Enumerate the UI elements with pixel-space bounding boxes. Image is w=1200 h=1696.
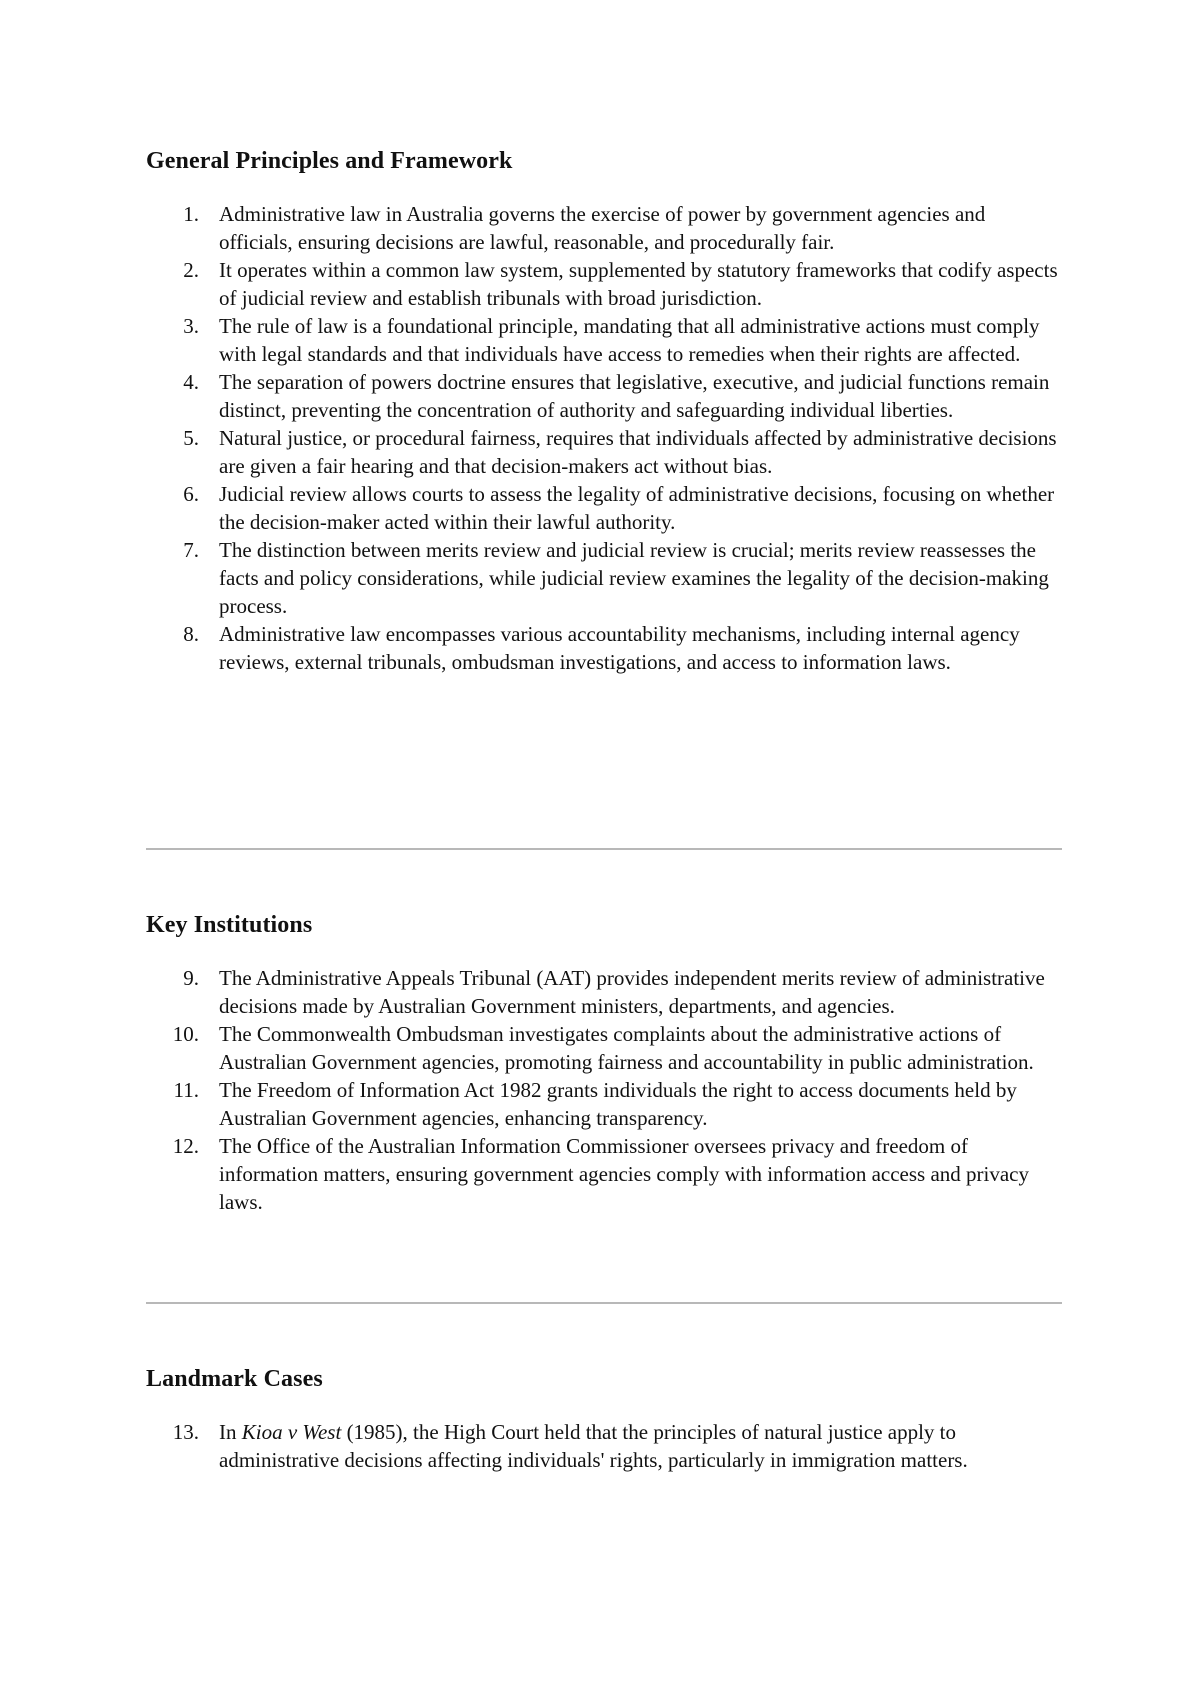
item-text-before: In <box>219 1420 242 1444</box>
item-text: The Commonwealth Ombudsman investigates complaints about the administrative actions of Australian Government agencies, promoting fairness and accountability in public administration. <box>219 1022 1034 1074</box>
list-item <box>146 312 1062 368</box>
item-number: 2. <box>183 258 199 282</box>
section-landmark-cases <box>146 1364 1062 1474</box>
list-item <box>146 1132 1062 1216</box>
item-number: 4. <box>183 370 199 394</box>
item-number: 11. <box>173 1078 199 1102</box>
item-text: Natural justice, or procedural fairness, requires that individuals affected by administrative decisions are given a fair hearing and that decision-makers act without bias. <box>219 426 1057 478</box>
list-item <box>146 1418 1062 1474</box>
list-item <box>146 200 1062 256</box>
section-heading: General Principles and Framework <box>146 148 513 174</box>
list-item <box>146 424 1062 480</box>
item-number: 13. <box>172 1420 199 1444</box>
item-text: The Freedom of Information Act 1982 grants individuals the right to access documents held by Australian Government agencies, enhancing transparency. <box>219 1078 1017 1130</box>
item-number: 6. <box>183 482 199 506</box>
item-text-after: (1985), the High Court held that the principles of natural justice apply to administrative decisions affecting individuals' rights, particularly in immigration matters. <box>219 1420 968 1472</box>
item-number: 1. <box>183 202 199 226</box>
section-divider <box>146 848 1062 850</box>
item-text: The distinction between merits review and judicial review is crucial; merits review reassesses the facts and policy considerations, while judicial review examines the legality of the decision-making process. <box>219 538 1049 618</box>
section-heading: Key Institutions <box>146 912 313 938</box>
section-key-institutions <box>146 910 1062 1216</box>
list-item <box>146 620 1062 676</box>
item-text: Judicial review allows courts to assess the legality of administrative decisions, focusing on whether the decision-maker acted within their lawful authority. <box>219 482 1055 534</box>
item-number: 3. <box>183 314 199 338</box>
list-item <box>146 964 1062 1020</box>
item-text: Administrative law in Australia governs the exercise of power by government agencies and officials, ensuring decisions are lawful, reasonable, and procedurally fair. <box>219 202 986 254</box>
section-divider <box>146 1302 1062 1304</box>
list-item <box>146 1020 1062 1076</box>
list-item <box>146 1076 1062 1132</box>
section-general-principles <box>146 146 1062 676</box>
item-list <box>146 200 1062 676</box>
item-list <box>146 964 1062 1216</box>
item-text <box>219 1420 968 1472</box>
item-number: 9. <box>183 966 199 990</box>
case-name: Kioa v West <box>241 1420 342 1444</box>
item-list <box>146 1418 1062 1474</box>
list-item <box>146 256 1062 312</box>
item-number: 8. <box>183 622 199 646</box>
section-heading: Landmark Cases <box>146 1366 323 1392</box>
item-number: 7. <box>183 538 199 562</box>
list-item <box>146 536 1062 620</box>
item-number: 5. <box>183 426 199 450</box>
item-text: The separation of powers doctrine ensures that legislative, executive, and judicial functions remain distinct, preventing the concentration of authority and safeguarding individual liberties. <box>219 370 1050 422</box>
list-item <box>146 368 1062 424</box>
item-number: 12. <box>172 1134 199 1158</box>
item-text: Administrative law encompasses various accountability mechanisms, including internal agency reviews, external tribunals, ombudsman investigations, and access to information laws. <box>219 622 1020 674</box>
item-number: 10. <box>172 1022 199 1046</box>
item-text: The rule of law is a foundational principle, mandating that all administrative actions must comply with legal standards and that individuals have access to remedies when their rights are affected. <box>219 314 1040 366</box>
list-item <box>146 480 1062 536</box>
item-text: The Administrative Appeals Tribunal (AAT) provides independent merits review of administrative decisions made by Australian Government ministers, departments, and agencies. <box>219 966 1045 1018</box>
item-text: It operates within a common law system, supplemented by statutory frameworks that codify aspects of judicial review and establish tribunals with broad jurisdiction. <box>219 258 1058 310</box>
item-text: The Office of the Australian Information Commissioner oversees privacy and freedom of information matters, ensuring government agencies comply with information access and privacy laws. <box>219 1134 1030 1214</box>
